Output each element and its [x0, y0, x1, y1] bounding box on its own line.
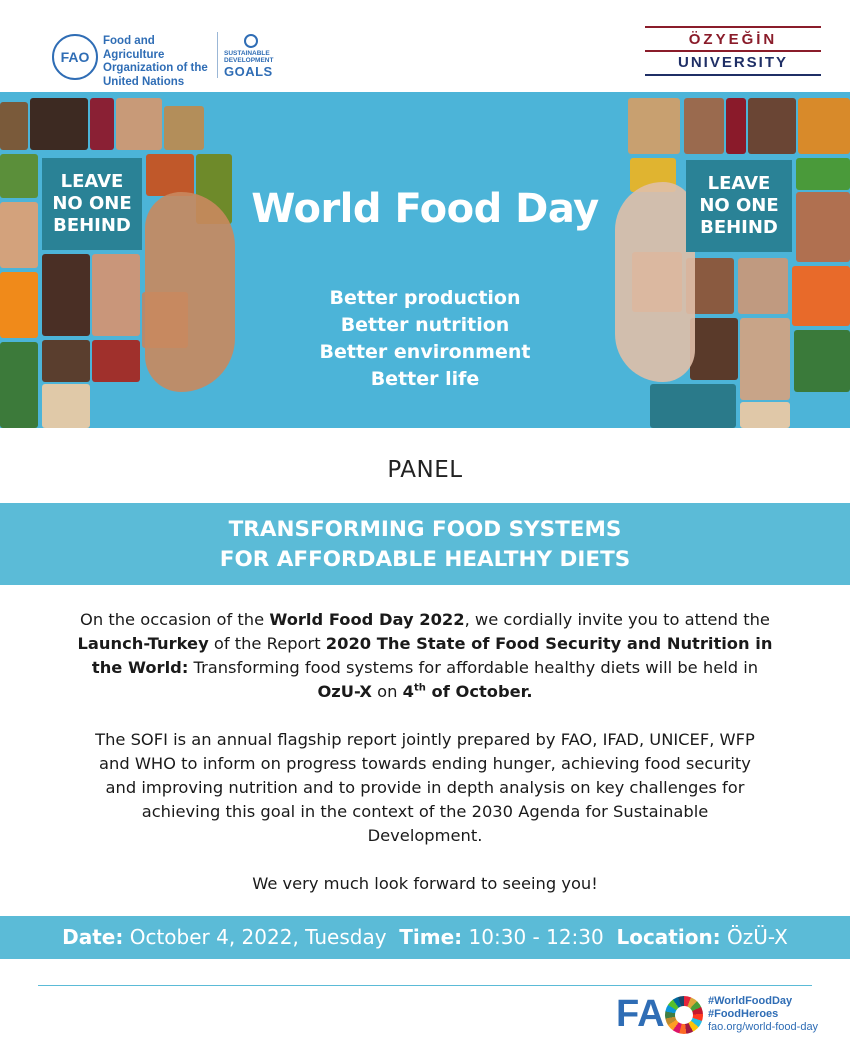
- text-run-bold: the World:: [91, 658, 189, 677]
- header-divider: [217, 32, 218, 78]
- text-run-bold: Launch-Turkey: [77, 634, 209, 653]
- footer-divider: [38, 985, 812, 986]
- sdg-line: SUSTAINABLE: [224, 50, 270, 57]
- text-run: of the Report: [208, 634, 326, 653]
- photo-tile: [92, 254, 140, 336]
- university-name-bottom: UNIVERSITY: [677, 54, 788, 71]
- text-run-bold: OzU-X: [317, 682, 372, 701]
- paragraph-line: achieving this goal in the context of the 2030 Agenda for Sustainable: [141, 802, 709, 821]
- event-details-bar: [0, 916, 850, 959]
- slogan-line: LEAVE: [707, 173, 771, 194]
- text-run: , we cordially invite you to attend the: [464, 610, 770, 629]
- paragraph-line: and WHO to inform on progress towards ending hunger, achieving food security: [99, 754, 751, 773]
- footer-hashtags: [708, 995, 818, 1034]
- text-run: Transforming food systems for affordable healthy diets will be held in: [188, 658, 759, 677]
- leave-no-one-behind-right: [686, 160, 792, 252]
- fao-name: [103, 35, 213, 89]
- photo-tile: [796, 158, 850, 190]
- photo-tile: [740, 318, 790, 400]
- logo-rule: [645, 50, 821, 52]
- banner-title: World Food Day: [251, 186, 599, 232]
- text-run: On the occasion of the: [80, 610, 270, 629]
- photo-tile: [792, 266, 850, 326]
- fao-name-line: Organization of the: [103, 62, 208, 74]
- photo-tile: [684, 98, 724, 154]
- location-value: ÖzÜ-X: [720, 925, 788, 949]
- fao-name-line: United Nations: [103, 75, 185, 88]
- slogan-line: LEAVE: [60, 171, 124, 192]
- profile-face-left: [145, 192, 235, 392]
- tagline: Better life: [370, 368, 480, 390]
- un-globe-icon: [244, 34, 258, 48]
- photo-tile: [740, 402, 790, 428]
- location-label: Location:: [616, 925, 721, 949]
- photo-tile: [798, 98, 850, 154]
- tagline: Better production: [329, 287, 521, 309]
- event-title-line: TRANSFORMING FOOD SYSTEMS: [228, 517, 622, 542]
- footer-url: fao.org/world-food-day: [708, 1021, 819, 1033]
- hashtag: #FoodHeroes: [708, 1008, 779, 1020]
- photo-tile: [726, 98, 746, 154]
- logo-rule: [645, 74, 821, 76]
- photo-tile: [42, 254, 90, 336]
- photo-tile: [0, 342, 38, 428]
- ozyegin-logo: [645, 24, 821, 78]
- date-label: Date:: [62, 925, 124, 949]
- sdg-logo: [224, 34, 284, 78]
- fao-name-line: Food and Agriculture: [103, 35, 165, 61]
- event-details: [0, 916, 850, 959]
- fao-mark: FAO: [60, 49, 90, 65]
- photo-tile: [42, 340, 90, 382]
- time-value: 10:30 - 12:30: [462, 925, 604, 949]
- fao-logo-icon: [52, 34, 98, 80]
- photo-tile: [794, 330, 850, 392]
- paragraph-line: and improving nutrition and to provide in depth analysis on key challenges for: [105, 778, 745, 797]
- text-run-bold: of October.: [425, 682, 533, 701]
- slogan-line: BEHIND: [700, 217, 778, 238]
- sdg-line: DEVELOPMENT: [224, 57, 274, 64]
- photo-tile: [146, 154, 194, 196]
- leave-no-one-behind-left: [42, 158, 142, 250]
- slogan-line: NO ONE: [52, 193, 132, 214]
- paragraph-line: Development.: [367, 826, 483, 845]
- invitation-paragraph: [60, 608, 790, 704]
- photo-tile: [748, 98, 796, 154]
- text-run-bold: World Food Day 2022: [269, 610, 465, 629]
- hashtag: #WorldFoodDay: [708, 995, 793, 1007]
- photo-tile: [796, 192, 850, 262]
- photo-tile: [690, 318, 738, 380]
- photo-tile: [92, 340, 140, 382]
- time-label: Time:: [399, 925, 463, 949]
- footer-fao-logo: FA: [616, 993, 665, 1035]
- logo-rule: [645, 26, 821, 28]
- ordinal-suffix: th: [413, 682, 426, 694]
- profile-face-right: [615, 182, 695, 382]
- panel-label: PANEL: [387, 457, 463, 483]
- photo-tile: [738, 258, 788, 314]
- sofi-paragraph: [60, 728, 790, 848]
- text-run: on: [371, 682, 403, 701]
- photo-tile: [0, 102, 28, 150]
- sdg-text-small: [224, 50, 273, 64]
- photo-tile: [650, 384, 736, 428]
- event-title-line: FOR AFFORDABLE HEALTHY DIETS: [219, 547, 631, 572]
- photo-tile: [0, 154, 38, 198]
- closing-line: We very much look forward to seeing you!: [252, 874, 598, 893]
- photo-tile: [116, 98, 162, 150]
- slogan-line: NO ONE: [699, 195, 779, 216]
- text-run-bold: 2020 The State of Food Security and Nutrition in: [325, 634, 773, 653]
- paragraph-line: The SOFI is an annual flagship report jointly prepared by FAO, IFAD, UNICEF, WFP: [95, 730, 755, 749]
- slogan-line: BEHIND: [53, 215, 131, 236]
- tagline: Better environment: [319, 341, 531, 363]
- university-name-top: ÖZYEĞİN: [688, 31, 778, 48]
- header: [0, 0, 850, 92]
- photo-tile: [0, 272, 38, 338]
- photo-tile: [0, 202, 38, 268]
- world-food-day-banner: [0, 92, 850, 428]
- photo-tile: [42, 384, 90, 428]
- event-title-bar: [0, 503, 850, 585]
- date-value: October 4, 2022, Tuesday: [123, 925, 387, 949]
- photo-tile: [628, 98, 680, 154]
- sdg-goals: GOALS: [224, 64, 273, 79]
- text-run-bold: 4: [402, 682, 414, 701]
- photo-tile: [164, 106, 204, 150]
- photo-tile: [30, 98, 88, 150]
- photo-tile: [90, 98, 114, 150]
- tagline: Better nutrition: [340, 314, 510, 336]
- sdg-wheel-icon: [665, 996, 703, 1034]
